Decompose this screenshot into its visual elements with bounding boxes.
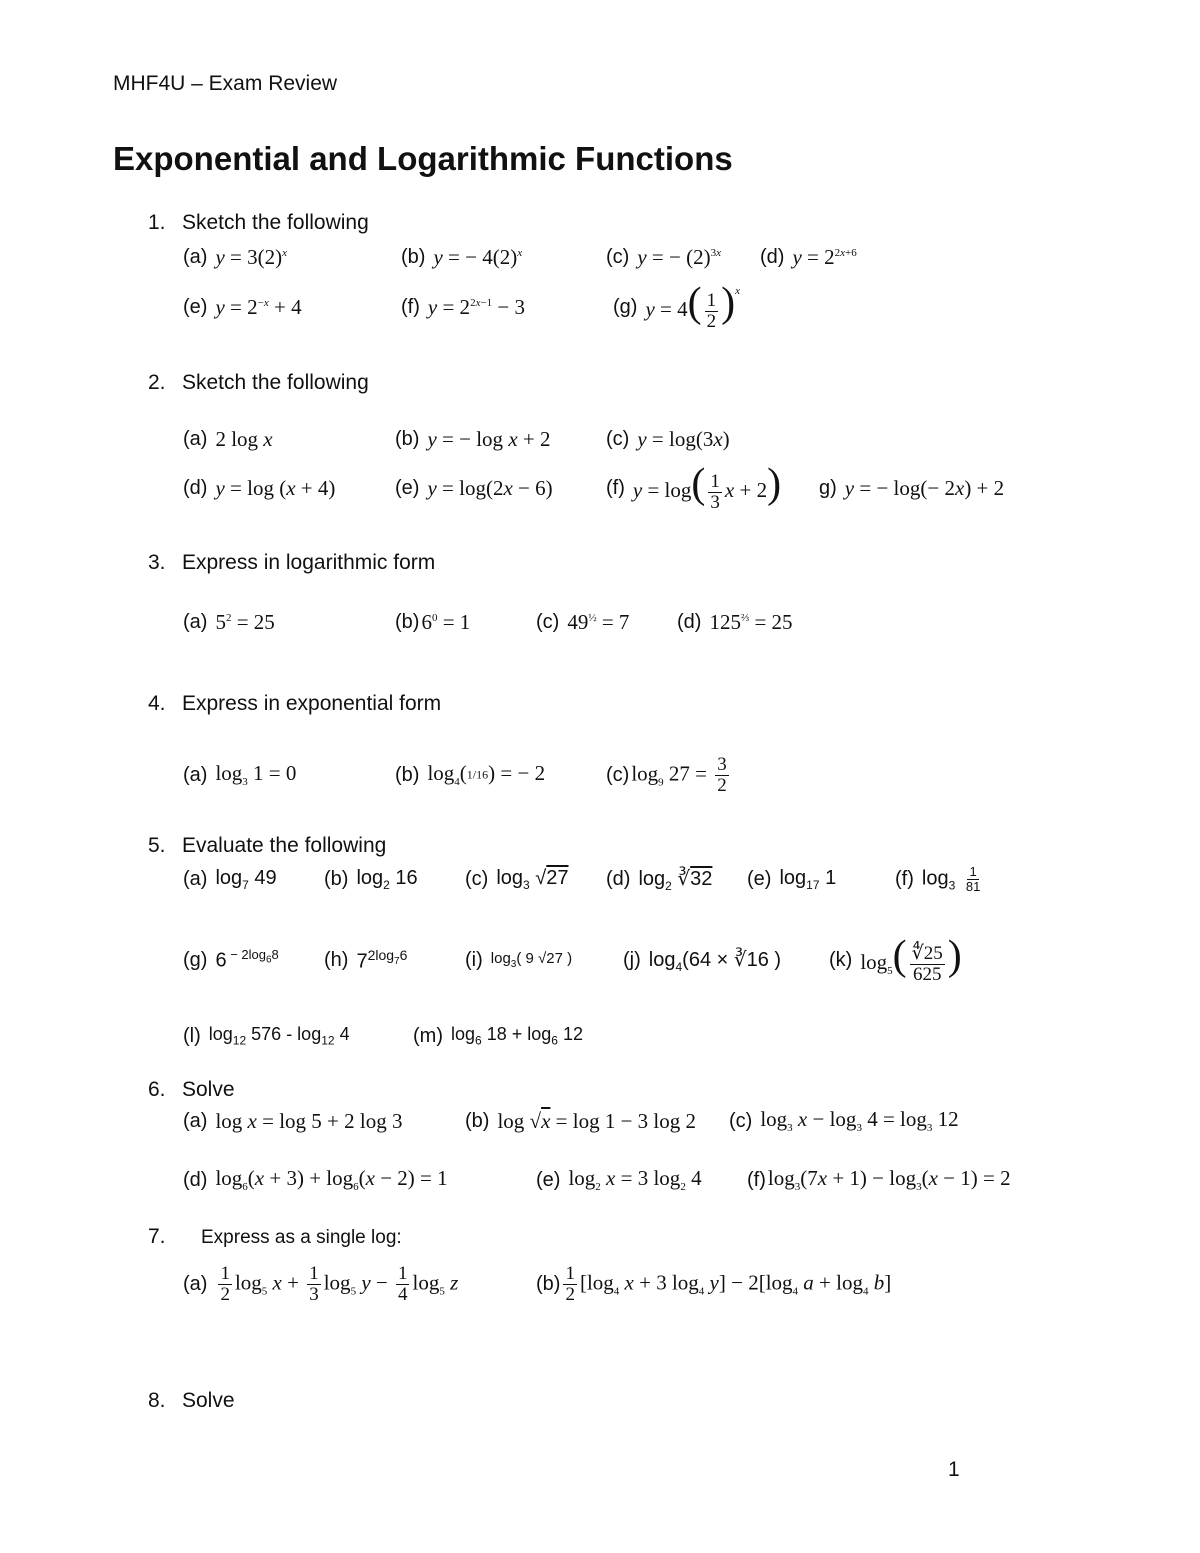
question-text: Evaluate the following [182,834,387,857]
item-5b: (b) $\log_2 16$ [324,866,418,892]
math-expression: y = log(2x − 6) [427,475,553,500]
question-4 [148,692,441,716]
math-expression: $y = 2^{2x-1} - 3$ [427,294,526,319]
math-expression: $y = 2^{2x+6}$ [792,244,857,269]
item-6d: (d) $\log_6(x + 3) + \log_6(x - 2) = 1$ [183,1166,448,1194]
question-3 [148,551,435,575]
question-number: 6. [148,1078,166,1101]
math-expression: $\log_3$( 9 √27 ) [490,950,573,970]
item-1g: (g) y = 4( $\frac{1}{2}$ )$^x$ [613,280,741,332]
math-expression: y = 4( $\frac{1}{2}$ )$^x$ [645,280,741,332]
question-7 [148,1225,402,1249]
question-number: 3. [148,551,166,574]
math-expression: $\log_3 1 = 0$ [215,761,297,789]
item-4b: (b) $\log_4(1/16)$ = − 2 [395,761,546,789]
item-1a: (a) $y = 3(2)^x$ [183,244,288,269]
item-5l: (l) $\log_{12} 576 - \log_{12} 4$ [183,1024,350,1048]
item-5g: (g) 6 $^{- 2log_68}$ [183,947,279,972]
item-1d: (d) $y = 2^{2x+6}$ [760,244,857,269]
page-number: 1 [948,1458,960,1481]
question-text: Express in exponential form [182,692,442,715]
item-2a: (a) 2 log x [183,426,273,451]
item-5d: (d) $\log_2$ ∛32 [606,867,713,893]
math-expression: $\log_3 √27$ [496,866,569,892]
math-expression: $6^0 = 1$ [421,609,471,634]
question-8 [148,1389,235,1413]
item-2e: (e) y = log(2x − 6) [395,475,553,500]
item-5f: (f) $\log_3$ $\frac{1}{81}$ [895,859,985,899]
item-2g: g) y = − log(− 2x) + 2 [819,475,1005,500]
item-5j: (j) $\log_4(64$ × ∛16 ) [623,948,782,974]
item-3a: (a) $5^2 = 25$ [183,609,275,634]
item-6c: (c) $\log_3 x - \log_3 4 = \log_3 12$ [729,1107,959,1135]
item-6b: (b) log √x = log 1 − 3 log 2 [465,1108,697,1133]
question-text: Express in logarithmic form [182,551,436,574]
math-expression: $\log_4(64$ × ∛16 ) [648,948,782,974]
item-2c: (c) y = log(3x) [606,426,730,451]
question-number: 1. [148,211,166,234]
question-text: Express as a single log: [201,1227,402,1248]
item-5h: (h) $7^{2log_76}$ [324,946,408,973]
math-expression: y = log (x + 4) [215,475,336,500]
math-expression: log x = log 5 + 2 log 3 [215,1108,403,1133]
math-expression: $\log_{12} 576 - \log_{12} 4$ [208,1024,350,1048]
math-expression: $\log_7 49$ [215,866,277,892]
question-2 [148,371,369,395]
math-expression: $\log_{17} 1$ [779,866,837,892]
math-expression: $\log_3$ $\frac{1}{81}$ [921,863,981,894]
question-5 [148,834,386,858]
math-expression: y = − log x + 2 [427,426,551,451]
math-expression: $\log_2 x = 3$ $\log_2 4$ [568,1166,702,1194]
item-7a: (a) $\frac{1}{2}$ $\log_5 x$ + $\frac{1}{3}$ $\log_5 y$ − $\frac{1}{4}$ $\log_5 z$ [183,1262,459,1305]
item-5c: (c) $\log_3 √27$ [465,866,569,892]
math-expression: $\log_6 18 + \log_6 12$ [450,1024,583,1048]
math-expression: $125^{\frac{2}{3}} = 25$ [709,609,793,634]
item-2b: (b) y = − log x + 2 [395,426,551,451]
math-expression: y = log(3x) [637,426,730,451]
item-1c: (c) y = − $(2)^{3x}$ [606,244,721,269]
math-expression: $\log_3 x - \log_3 4 = \log_3 12$ [760,1107,959,1135]
item-2f: (f) y = log( $\frac{1}{3}$ x + 2) [606,461,782,513]
item-7b: (b) $\frac{1}{2}$ [$\log_4$ x + 3 $\log_4 y] - 2[\log_4$ $a + \log_4 b$] [536,1262,892,1305]
item-4c: (c) $\log_9 27$ = $\frac{3}{2}$ [606,755,732,795]
math-expression: $\log_2$ ∛32 [638,867,713,893]
question-number: 5. [148,834,166,857]
math-expression: $\log_3(7x + 1) - \log_3(x - 1) = 2$ [767,1166,1011,1194]
question-number: 7. [148,1225,166,1248]
question-1 [148,211,369,235]
question-number: 4. [148,692,166,715]
page-header: MHF4U – Exam Review [113,72,338,95]
math-expression: log √x = log 1 − 3 log 2 [497,1108,697,1133]
item-6f: (f) $\log_3(7x + 1) - \log_3(x - 1) = 2$ [747,1166,1011,1194]
math-expression: 2 log x [215,426,273,451]
math-expression: $7^{2log_76}$ [356,946,408,973]
item-5a: (a) $\log_7 49$ [183,866,277,892]
item-1b: (b) y = − $4(2)^x$ [401,244,523,269]
item-5e: (e) $\log_{17} 1$ [747,866,837,892]
math-expression: 6 $^{- 2log_68}$ [215,947,279,972]
item-5i: (i) $\log_3$( 9 √27 ) [465,948,573,971]
math-expression: $\log_5$( $\frac{∜25}{625}$ ) [860,933,962,985]
question-text: Solve [182,1078,235,1101]
question-number: 2. [148,371,166,394]
math-expression: $\log_6(x + 3) + \log_6(x - 2) = 1$ [215,1166,448,1194]
page-title: Exponential and Logarithmic Functions [113,140,733,177]
item-3c: (c) $49^{\frac{1}{2}} = 7$ [536,609,630,634]
item-5k: (k) $\log_5$( $\frac{∜25}{625}$ ) [829,933,962,985]
math-expression: y = − $(2)^{3x}$ [637,244,721,269]
math-expression: y = log( $\frac{1}{3}$ x + 2) [632,461,782,513]
math-expression: $\log_2 16$ [356,866,418,892]
question-number: 8. [148,1389,166,1412]
question-6 [148,1078,235,1102]
math-expression: $y = 3(2)^x$ [215,244,288,269]
item-3d: (d) $125^{\frac{2}{3}} = 25$ [677,609,793,634]
item-1f: (f) $y = 2^{2x-1} - 3$ [401,294,526,319]
math-expression: $y = 2^{-x} + 4$ [215,294,302,319]
question-text: Sketch the following [182,211,369,234]
math-expression: y = − log(− 2x) + 2 [844,475,1005,500]
item-2d: (d) y = log (x + 4) [183,475,336,500]
math-expression: $49^{\frac{1}{2}} = 7$ [567,609,630,634]
item-3b: (b) $6^0 = 1$ [395,609,471,634]
item-6a: (a) log x = log 5 + 2 log 3 [183,1108,403,1133]
item-4a: (a) $\log_3 1 = 0$ [183,761,297,789]
math-expression: y = − $4(2)^x$ [433,244,523,269]
question-text: Solve [182,1389,235,1412]
math-expression: $\frac{1}{2}$ $\log_5 x$ + $\frac{1}{3}$ $\log_5 y$ − $\frac{1}{4}$ $\log_5 z$ [220,1262,459,1305]
math-expression: $\log_9 27$ = $\frac{3}{2}$ [631,753,727,796]
item-1e: (e) $y = 2^{-x} + 4$ [183,294,302,319]
item-6e: (e) $\log_2 x = 3$ $\log_2 4$ [536,1166,702,1194]
math-expression: $5^2 = 25$ [215,609,275,634]
question-text: Sketch the following [182,371,369,394]
math-expression: $\log_4(1/16)$ = − 2 [427,761,546,789]
item-5m: (m) $\log_6 18 + \log_6 12$ [413,1024,583,1048]
math-expression: $\frac{1}{2}$ [$\log_4$ x + 3 $\log_4 y] - 2[\log_4$ $a + \log_4 b$] [565,1262,892,1305]
